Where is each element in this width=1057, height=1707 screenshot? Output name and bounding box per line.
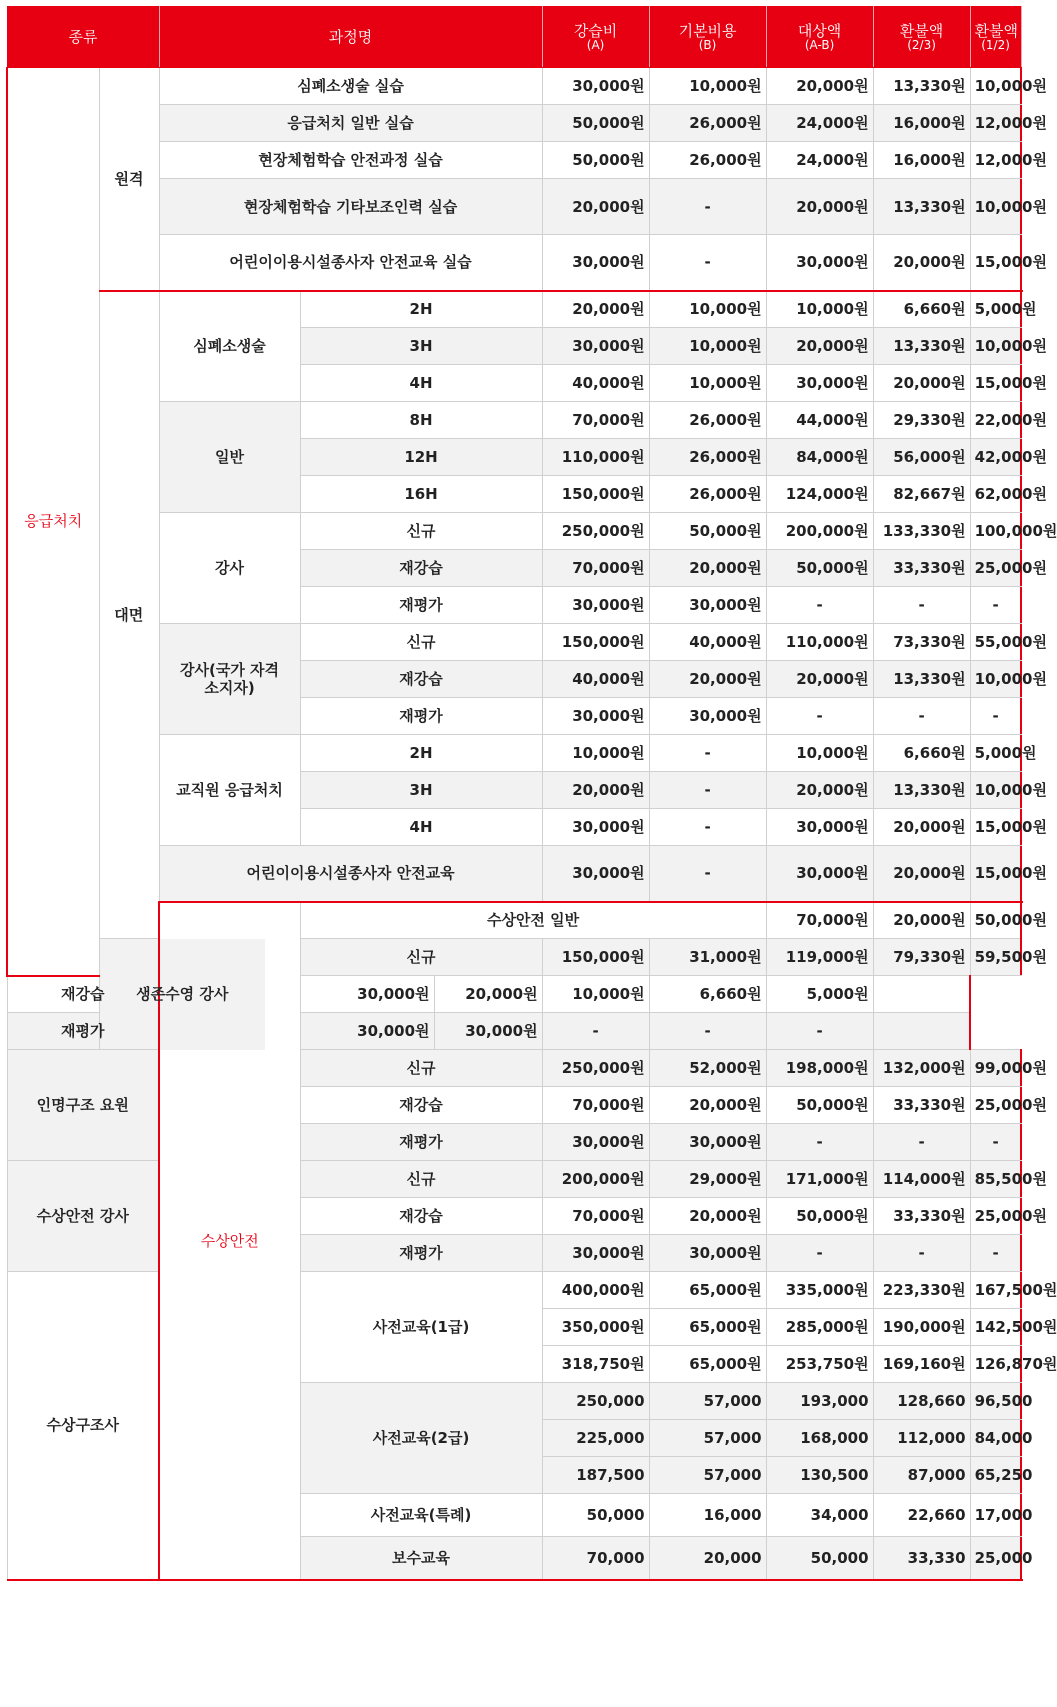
header-kind: 종류	[7, 7, 159, 68]
refund-two-thirds-cell: 13,330원	[873, 328, 970, 365]
table-row	[7, 513, 1021, 550]
header-fee-label: 강습비	[573, 21, 618, 40]
base-cost-cell: 10,000원	[649, 328, 766, 365]
refund-half-cell: 25,000	[970, 1537, 1021, 1580]
target-amount-cell: 253,750원	[766, 1346, 873, 1383]
target-amount-cell: 10,000원	[542, 976, 649, 1013]
target-amount-cell: 30,000원	[766, 809, 873, 846]
course-sub-name: 재평가	[300, 587, 542, 624]
refund-two-thirds-cell: 190,000원	[873, 1309, 970, 1346]
base-cost-cell: 57,000	[649, 1420, 766, 1457]
refund-two-thirds-cell: 13,330원	[873, 179, 970, 235]
refund-two-thirds-cell: -	[649, 1013, 766, 1050]
base-cost-cell: 52,000원	[649, 1050, 766, 1087]
refund-half-cell: 65,250	[970, 1457, 1021, 1494]
refund-two-thirds-cell: 13,330원	[873, 772, 970, 809]
course-sub-name: 재평가	[300, 698, 542, 735]
course-sub-name: 4H	[300, 809, 542, 846]
base-cost-cell: 10,000원	[649, 68, 766, 105]
base-cost-cell: 57,000	[649, 1383, 766, 1420]
refund-half-cell: -	[766, 1013, 873, 1050]
refund-two-thirds-cell: 29,330원	[873, 402, 970, 439]
refund-half-cell: 15,000원	[970, 235, 1021, 291]
fee-cell: 70,000	[542, 1537, 649, 1580]
refund-fee-table	[6, 6, 1057, 1581]
fee-cell: 30,000원	[300, 976, 434, 1013]
course-name: 어린이이용시설종사자 안전교육	[159, 846, 542, 902]
refund-half-cell: 142,500원	[970, 1309, 1021, 1346]
base-cost-cell: 26,000원	[649, 105, 766, 142]
course-sub-name: 8H	[300, 402, 542, 439]
fee-cell: 20,000원	[542, 179, 649, 235]
header-refund-12-label: 환불액	[974, 21, 1019, 40]
table-row	[7, 105, 1021, 142]
target-amount-cell: 50,000원	[766, 1087, 873, 1124]
course-group-name: 수상구조사	[7, 1272, 159, 1580]
fee-cell: 225,000	[542, 1420, 649, 1457]
header-refund-two-thirds	[873, 7, 970, 68]
target-amount-cell: 20,000원	[766, 68, 873, 105]
base-cost-cell: 26,000원	[649, 142, 766, 179]
course-sub-name: 재강습	[300, 1087, 542, 1124]
fee-cell: 30,000원	[542, 328, 649, 365]
course-name: 현장체험학습 기타보조인력 실습	[159, 179, 542, 235]
target-amount-cell: 198,000원	[766, 1050, 873, 1087]
refund-two-thirds-cell: -	[873, 1124, 970, 1161]
refund-half-cell: -	[970, 1124, 1021, 1161]
course-name: 현장체험학습 안전과정 실습	[159, 142, 542, 179]
target-amount-cell: 20,000원	[766, 772, 873, 809]
base-cost-cell: -	[649, 735, 766, 772]
refund-two-thirds-cell: 33,330	[873, 1537, 970, 1580]
course-group-name: 인명구조 요원	[7, 1050, 159, 1161]
target-amount-cell: 10,000원	[766, 735, 873, 772]
course-group-name: 강사	[159, 513, 300, 624]
target-amount-cell: -	[766, 587, 873, 624]
table-row	[7, 939, 1021, 976]
header-refund-23-label: 환불액	[899, 21, 944, 40]
target-amount-cell: 130,500	[766, 1457, 873, 1494]
refund-two-thirds-cell: 13,330원	[873, 661, 970, 698]
refund-two-thirds-cell: 223,330원	[873, 1272, 970, 1309]
header-target	[766, 7, 873, 68]
course-group-name: 강사(국가 자격 소지자)	[159, 624, 300, 735]
refund-two-thirds-cell: 20,000원	[873, 809, 970, 846]
target-amount-cell: 30,000원	[766, 235, 873, 291]
course-sub-name: 재강습	[7, 976, 159, 1013]
base-cost-cell: 30,000원	[649, 1124, 766, 1161]
base-cost-cell: 10,000원	[649, 291, 766, 328]
course-sub-name: 재평가	[7, 1013, 159, 1050]
target-amount-cell: 24,000원	[766, 142, 873, 179]
refund-half-cell: 42,000원	[970, 439, 1021, 476]
table-row	[7, 735, 1021, 772]
subcategory-offline: 대면	[99, 291, 159, 939]
refund-two-thirds-cell: 132,000원	[873, 1050, 970, 1087]
fee-cell: 150,000원	[542, 476, 649, 513]
course-name: 어린이이용시설종사자 안전교육 실습	[159, 235, 542, 291]
refund-two-thirds-cell: 20,000원	[873, 365, 970, 402]
target-amount-cell: 20,000원	[766, 661, 873, 698]
refund-two-thirds-cell: 79,330원	[873, 939, 970, 976]
refund-half-cell: 15,000원	[970, 365, 1021, 402]
course-sub-name: 재강습	[300, 550, 542, 587]
table-row	[7, 902, 1021, 939]
header-row	[7, 7, 1021, 68]
category-water-safety: 수상안전	[159, 902, 300, 1580]
refund-half-cell: 5,000원	[970, 735, 1021, 772]
base-cost-cell: 16,000	[649, 1494, 766, 1537]
refund-two-thirds-cell: 33,330원	[873, 1087, 970, 1124]
subcategory-remote: 원격	[99, 68, 159, 291]
target-amount-cell: -	[766, 1124, 873, 1161]
fee-cell: 150,000원	[542, 939, 649, 976]
refund-half-cell: 25,000원	[970, 1087, 1021, 1124]
course-sub-name: 신규	[300, 1161, 542, 1198]
refund-half-cell: 12,000원	[970, 142, 1021, 179]
refund-two-thirds-cell: 6,660원	[873, 735, 970, 772]
header-refund-23-sub: (2/3)	[907, 37, 936, 52]
course-sub-name: 3H	[300, 328, 542, 365]
fee-cell: 40,000원	[542, 661, 649, 698]
fee-cell: 30,000원	[542, 1235, 649, 1272]
refund-half-cell: 10,000원	[970, 68, 1021, 105]
refund-half-cell: 25,000원	[970, 550, 1021, 587]
refund-half-cell: 12,000원	[970, 105, 1021, 142]
fee-cell: 30,000원	[542, 235, 649, 291]
table-row	[7, 142, 1021, 179]
fee-cell: 20,000원	[542, 291, 649, 328]
base-cost-cell: 20,000원	[873, 902, 970, 939]
refund-half-cell: 100,000원	[970, 513, 1021, 550]
course-group-name: 수상안전 강사	[7, 1161, 159, 1272]
base-cost-cell: 30,000원	[434, 1013, 542, 1050]
target-amount-cell: 200,000원	[766, 513, 873, 550]
target-amount-cell: 50,000	[766, 1537, 873, 1580]
base-cost-cell: 30,000원	[649, 587, 766, 624]
table-row	[7, 179, 1021, 235]
target-amount-cell: 50,000원	[766, 550, 873, 587]
fee-cell: 20,000원	[542, 772, 649, 809]
table-row	[7, 624, 1021, 661]
fee-cell: 250,000원	[542, 1050, 649, 1087]
header-fee-sub: (A)	[586, 37, 605, 52]
fee-cell: 70,000원	[542, 1198, 649, 1235]
refund-half-cell: 99,000원	[970, 1050, 1021, 1087]
course-sub-name: 사전교육(2급)	[300, 1383, 542, 1494]
refund-half-cell: 17,000	[970, 1494, 1021, 1537]
refund-two-thirds-cell: 20,000원	[873, 235, 970, 291]
target-amount-cell: 285,000원	[766, 1309, 873, 1346]
base-cost-cell: 10,000원	[649, 365, 766, 402]
course-sub-name: 3H	[300, 772, 542, 809]
fee-cell: 30,000원	[542, 846, 649, 902]
fee-cell: 250,000원	[542, 513, 649, 550]
base-cost-cell: -	[649, 772, 766, 809]
refund-two-thirds-cell: 16,000원	[873, 105, 970, 142]
header-course: 과정명	[159, 7, 542, 68]
course-sub-name: 재강습	[300, 1198, 542, 1235]
refund-two-thirds-cell: -	[873, 698, 970, 735]
course-sub-name: 2H	[300, 735, 542, 772]
refund-two-thirds-cell: 114,000원	[873, 1161, 970, 1198]
category-first-aid: 응급처치	[7, 68, 99, 976]
refund-two-thirds-cell: 133,330원	[873, 513, 970, 550]
refund-two-thirds-cell: 22,660	[873, 1494, 970, 1537]
base-cost-cell: 26,000원	[649, 476, 766, 513]
fee-cell: 30,000원	[542, 587, 649, 624]
refund-two-thirds-cell: 20,000원	[873, 846, 970, 902]
target-amount-cell: 50,000원	[970, 902, 1021, 939]
fee-cell: 70,000원	[766, 902, 873, 939]
fee-cell: 50,000	[542, 1494, 649, 1537]
base-cost-cell: 20,000	[649, 1537, 766, 1580]
target-amount-cell: 20,000원	[766, 179, 873, 235]
target-amount-cell: 124,000원	[766, 476, 873, 513]
fee-cell: 70,000원	[542, 550, 649, 587]
course-sub-name: 재평가	[300, 1124, 542, 1161]
base-cost-cell: 20,000원	[649, 550, 766, 587]
course-group-name: 일반	[159, 402, 300, 513]
refund-half-cell: 10,000원	[970, 179, 1021, 235]
fee-cell: 30,000원	[542, 698, 649, 735]
base-cost-cell: -	[649, 809, 766, 846]
target-amount-cell: 10,000원	[766, 291, 873, 328]
course-sub-name: 재평가	[300, 1235, 542, 1272]
base-cost-cell: 20,000원	[434, 976, 542, 1013]
target-amount-cell: 84,000원	[766, 439, 873, 476]
fee-cell: 70,000원	[542, 1087, 649, 1124]
fee-cell: 70,000원	[542, 402, 649, 439]
course-sub-name: 4H	[300, 365, 542, 402]
target-amount-cell: 110,000원	[766, 624, 873, 661]
base-cost-cell: -	[649, 235, 766, 291]
fee-cell: 110,000원	[542, 439, 649, 476]
target-amount-cell: 193,000	[766, 1383, 873, 1420]
fee-cell: 250,000	[542, 1383, 649, 1420]
target-amount-cell: -	[542, 1013, 649, 1050]
fee-cell: 40,000원	[542, 365, 649, 402]
base-cost-cell: 26,000원	[649, 439, 766, 476]
fee-cell: 10,000원	[542, 735, 649, 772]
course-sub-name: 신규	[300, 624, 542, 661]
fee-cell: 50,000원	[542, 105, 649, 142]
header-refund-12-sub: (1/2)	[981, 37, 1010, 52]
course-sub-name: 사전교육(1급)	[300, 1272, 542, 1383]
refund-two-thirds-cell: 6,660원	[649, 976, 766, 1013]
refund-half-cell: 10,000원	[970, 661, 1021, 698]
refund-half-cell: 10,000원	[970, 772, 1021, 809]
refund-half-cell: 62,000원	[970, 476, 1021, 513]
course-sub-name: 신규	[300, 939, 542, 976]
refund-two-thirds-cell: 82,667원	[873, 476, 970, 513]
refund-half-cell: -	[970, 1235, 1021, 1272]
target-amount-cell: 30,000원	[766, 365, 873, 402]
base-cost-cell: 30,000원	[649, 1235, 766, 1272]
refund-two-thirds-cell: 16,000원	[873, 142, 970, 179]
target-amount-cell: -	[766, 1235, 873, 1272]
refund-two-thirds-cell: 33,330원	[873, 1198, 970, 1235]
refund-half-cell: 25,000원	[970, 1198, 1021, 1235]
header-target-label: 대상액	[797, 21, 842, 40]
fee-cell: 150,000원	[542, 624, 649, 661]
course-sub-name: 2H	[300, 291, 542, 328]
base-cost-cell: 31,000원	[649, 939, 766, 976]
refund-half-cell: 84,000	[970, 1420, 1021, 1457]
header-base-label: 기본비용	[678, 21, 737, 40]
target-amount-cell: 44,000원	[766, 402, 873, 439]
base-cost-cell: 65,000원	[649, 1309, 766, 1346]
refund-half-cell: 55,000원	[970, 624, 1021, 661]
refund-half-cell: 15,000원	[970, 846, 1021, 902]
table-row	[7, 291, 1021, 328]
refund-half-cell: 126,870원	[970, 1346, 1021, 1383]
refund-two-thirds-cell: 6,660원	[873, 291, 970, 328]
base-cost-cell: -	[649, 179, 766, 235]
fee-cell: 30,000원	[300, 1013, 434, 1050]
course-sub-name: 보수교육	[300, 1537, 542, 1580]
target-amount-cell: -	[766, 698, 873, 735]
course-sub-name: 신규	[300, 1050, 542, 1087]
table-row	[7, 235, 1021, 291]
refund-two-thirds-cell: 112,000	[873, 1420, 970, 1457]
fee-cell: 318,750원	[542, 1346, 649, 1383]
base-cost-cell: 20,000원	[649, 1087, 766, 1124]
course-name: 심폐소생술 실습	[159, 68, 542, 105]
refund-two-thirds-cell: -	[873, 587, 970, 624]
course-group-name: 교직원 응급처치	[159, 735, 300, 846]
header-fee	[542, 7, 649, 68]
target-amount-cell: 50,000원	[766, 1198, 873, 1235]
note-cell	[873, 1013, 970, 1050]
course-sub-name: 16H	[300, 476, 542, 513]
header-refund-half	[970, 7, 1021, 68]
base-cost-cell: 65,000원	[649, 1272, 766, 1309]
refund-half-cell: -	[970, 587, 1021, 624]
base-cost-cell: 20,000원	[649, 1198, 766, 1235]
base-cost-cell: 50,000원	[649, 513, 766, 550]
refund-two-thirds-cell: 73,330원	[873, 624, 970, 661]
refund-two-thirds-cell: 33,330원	[873, 550, 970, 587]
refund-half-cell: -	[970, 698, 1021, 735]
table-row	[7, 846, 1021, 902]
base-cost-cell: 65,000원	[649, 1346, 766, 1383]
target-amount-cell: 335,000원	[766, 1272, 873, 1309]
target-amount-cell: 34,000	[766, 1494, 873, 1537]
course-name: 응급처치 일반 실습	[159, 105, 542, 142]
fee-cell: 187,500	[542, 1457, 649, 1494]
course-sub-name: 12H	[300, 439, 542, 476]
refund-half-cell: 5,000원	[766, 976, 873, 1013]
course-sub-name: 사전교육(특례)	[300, 1494, 542, 1537]
base-cost-cell: 40,000원	[649, 624, 766, 661]
refund-two-thirds-cell: 56,000원	[873, 439, 970, 476]
header-base-sub: (B)	[698, 37, 717, 52]
fee-cell: 50,000원	[542, 142, 649, 179]
refund-two-thirds-cell: 128,660	[873, 1383, 970, 1420]
course-sub-name: 신규	[300, 513, 542, 550]
base-cost-cell: 26,000원	[649, 402, 766, 439]
base-cost-cell: 29,000원	[649, 1161, 766, 1198]
refund-half-cell: 22,000원	[970, 402, 1021, 439]
header-base	[649, 7, 766, 68]
header-target-sub: (A-B)	[804, 37, 835, 52]
refund-half-cell: 15,000원	[970, 809, 1021, 846]
fee-cell: 30,000원	[542, 1124, 649, 1161]
fee-cell: 200,000원	[542, 1161, 649, 1198]
target-amount-cell: 171,000원	[766, 1161, 873, 1198]
refund-half-cell: 85,500원	[970, 1161, 1021, 1198]
refund-half-cell: 5,000원	[970, 291, 1021, 328]
course-group-name: 생존수영 강사	[99, 939, 265, 1050]
base-cost-cell: -	[649, 846, 766, 902]
base-cost-cell: 30,000원	[649, 698, 766, 735]
target-amount-cell: 20,000원	[766, 328, 873, 365]
target-amount-cell: 24,000원	[766, 105, 873, 142]
refund-half-cell: 59,500원	[970, 939, 1021, 976]
target-amount-cell: 168,000	[766, 1420, 873, 1457]
fee-cell: 30,000원	[542, 68, 649, 105]
table-row	[7, 402, 1021, 439]
note-cell	[873, 976, 970, 1013]
course-sub-name: 재강습	[300, 661, 542, 698]
target-amount-cell: 119,000원	[766, 939, 873, 976]
refund-half-cell: 10,000원	[970, 328, 1021, 365]
fee-cell: 350,000원	[542, 1309, 649, 1346]
course-name: 수상안전 일반	[300, 902, 766, 939]
table-body	[7, 68, 1057, 1580]
fee-cell: 30,000원	[542, 809, 649, 846]
course-group-name: 심폐소생술	[159, 291, 300, 402]
refund-half-cell: 167,500원	[970, 1272, 1021, 1309]
refund-two-thirds-cell: 169,160원	[873, 1346, 970, 1383]
fee-cell: 400,000원	[542, 1272, 649, 1309]
refund-half-cell: 96,500	[970, 1383, 1021, 1420]
table-row	[7, 68, 1021, 105]
refund-two-thirds-cell: 13,330원	[873, 68, 970, 105]
target-amount-cell: 30,000원	[766, 846, 873, 902]
base-cost-cell: 20,000원	[649, 661, 766, 698]
refund-two-thirds-cell: 87,000	[873, 1457, 970, 1494]
refund-two-thirds-cell: -	[873, 1235, 970, 1272]
base-cost-cell: 57,000	[649, 1457, 766, 1494]
